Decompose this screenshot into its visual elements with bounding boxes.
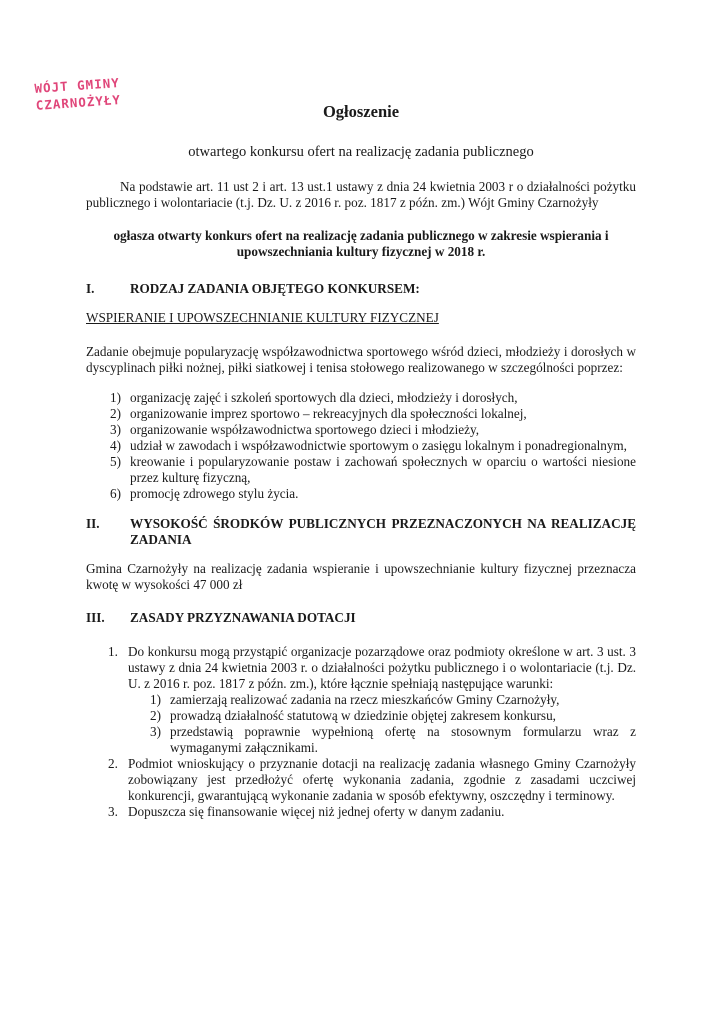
section-title: RODZAJ ZADANIA OBJĘTEGO KONKURSEM:: [130, 281, 420, 296]
list-item: 1) organizację zajęć i szkoleń sportowych dla dzieci, młodzieży i dorosłych,: [110, 390, 518, 405]
task-name: WSPIERANIE I UPOWSZECHNIANIE KULTURY FIZYCZNEJ: [86, 310, 439, 325]
document-subtitle: otwartego konkursu ofert na realizację zadania publicznego: [188, 144, 534, 160]
section-number: I.: [86, 281, 95, 296]
announcement: ogłasza otwarty konkurs ofert na realizację zadania publicznego w zakresie wspierania i upowszechniania kultury fizycznej w 2018 r.: [113, 228, 609, 259]
intro-paragraph: Na podstawie art. 11 ust 2 i art. 13 ust.1 ustawy z dnia 24 kwietnia 2003 r o działalności pożytku publicznego i wolontariacie (t.j. Dz. U. z 2016 r. poz. 1817 z późn. zm.) Wójt Gminy Czarnożyły: [86, 179, 636, 210]
section-3-heading: [86, 610, 636, 626]
section-1-paragraph: Zadanie obejmuje popularyzację współzawodnictwa sportowego wśród dzieci, młodzieży i dorosłych w dyscyplinach piłki nożnej, piłki siatkowej i tenisa stołowego realizowanego w szczególności poprzez:: [86, 344, 636, 375]
document-title: Ogłoszenie: [322, 102, 400, 121]
section-title: ZASADY PRZYZNAWANIA DOTACJI: [130, 610, 356, 625]
list-item: 6) promocję zdrowego stylu życia.: [110, 486, 299, 501]
section-number: II.: [86, 516, 100, 531]
list-item: 4) udział w zawodach i współzawodnictwie sportowym o zasięgu lokalnym i ponadregionalnym,: [110, 438, 627, 453]
stamp-line-1: WÓJT GMINY: [34, 75, 121, 96]
list-item: 1. Do konkursu mogą przystąpić organizacje pozarządowe oraz podmioty określone w art. 3 ust. 3 ustawy z dnia 24 kwietnia 2003 r. o działalności pożytku publicznego i o wolontariacie (t.j. Dz. U. z 2016 r. poz. 1817 z późn. zm.), które łącznie spełniają następujące warunki: 1) zamierzają realizować zadania na rzecz mieszkańców Gminy Czarnożyły, 2) prowadzą działalność statutową w dziedzinie objętej zakresem konkursu, 3) przedstawią poprawnie wypełnioną ofertę na stosownym formularzu wraz z wymaganymi załącznikami.: [108, 644, 636, 755]
document-page: [86, 104, 636, 820]
section-2-paragraph: Gmina Czarnożyły na realizację zadania wspieranie i upowszechnianie kultury fizycznej przeznacza kwotę w wysokości 47 000 zł: [86, 561, 636, 592]
list-item: 5) kreowanie i popularyzowanie postaw i zachowań społecznych w oparciu o wartości niesione przez kulturę fizyczną,: [110, 454, 636, 485]
conditions-list: [150, 692, 636, 756]
section-2-heading: [86, 516, 636, 548]
section-title: WYSOKOŚĆ ŚRODKÓW PUBLICZNYCH PRZEZNACZONYCH NA REALIZACJĘ ZADANIA: [130, 516, 636, 547]
rules-list: [108, 644, 636, 820]
section-number: III.: [86, 610, 105, 625]
section-1-heading: [86, 281, 636, 297]
stamp-line-2: CZARNOŻYŁY: [35, 92, 122, 113]
list-item: 2. Podmiot wnioskujący o przyznanie dotacji na realizację zadania własnego Gminy Czarnożyły zobowiązany jest przedłożyć ofertę wykonania zadania, zgodnie z zasadami uczciwej konkurencji, gwarantującą wykonanie zadania w sposób efektywny, oszczędny i terminowy.: [108, 756, 636, 803]
activities-list: [110, 390, 636, 502]
list-item: 2) prowadzą działalność statutową w dziedzinie objętej zakresem konkursu,: [150, 708, 556, 723]
list-item: 3. Dopuszcza się finansowanie więcej niż jednej oferty w danym zadaniu.: [108, 804, 505, 819]
list-item: 3) przedstawią poprawnie wypełnioną ofertę na stosownym formularzu wraz z wymaganymi załącznikami.: [150, 724, 636, 755]
list-item: 1) zamierzają realizować zadania na rzecz mieszkańców Gminy Czarnożyły,: [150, 692, 560, 707]
list-item: 2) organizowanie imprez sportowo – rekreacyjnych dla społeczności lokalnej,: [110, 406, 527, 421]
list-item: 3) organizowanie współzawodnictwa sportowego dzieci i młodzieży,: [110, 422, 479, 437]
